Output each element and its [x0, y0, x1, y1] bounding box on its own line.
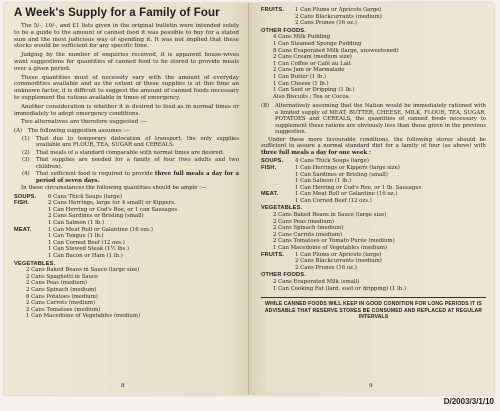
list-item: 1 Can Meat Roll or Galantine (16 ozs.): [48, 226, 154, 233]
option-b: [261, 103, 486, 136]
list-item: 1 Can Salmon (1 lb.): [295, 178, 352, 185]
list-item: 1 Can Suet or Dripping (1 lb.): [273, 87, 355, 94]
list-item: 1 Can Macedoine of Vegetables (medium): [273, 245, 388, 252]
left-page: [4, 3, 249, 395]
list-item: 2 Cans Tomatoes or Tomato Purée (medium): [273, 238, 395, 245]
list-item: 1 Can Plums or Apricots (large): [295, 251, 382, 258]
list-item: 1 Can Plums or Apricots (large): [295, 7, 382, 13]
option-a-key: (A): [14, 128, 23, 135]
list-item: 6 Cans Potatoes (medium): [26, 293, 98, 300]
left-food-list: [14, 194, 239, 320]
list-item: 1 Can Coffee or Café au Lait: [273, 60, 351, 67]
category-spacer: [261, 172, 295, 179]
category-spacer: [261, 258, 295, 265]
list-item: 2 Cans Baked Beans in Sauce (large size): [273, 212, 387, 219]
page-title: A Week's Supply for a Family of Four: [14, 7, 220, 19]
list-item: 1 Can Cooking Fat (lard, suet or dripping) (1 lb.): [273, 285, 407, 292]
list-item: 1 Can Tongue (1 lb.): [48, 233, 104, 240]
category-spacer: [261, 185, 295, 192]
archive-reference: D/2003/3/1/10: [443, 397, 494, 406]
list-item: 2 Cans Prunes (16 oz.): [295, 264, 357, 271]
list-item: 2 Cans Cream (medium size): [273, 54, 352, 61]
right-top-food-list: [261, 7, 486, 100]
list-row: [261, 158, 486, 165]
storage-warning: WHILE CANNED FOODS WILL KEEP IN GOOD CONDITION FOR LONG PERIODS IT IS ADVISABLE THAT RESERVE STORES BE CONSUMED AND REPLACED AT REGULAR INTERVALS: [261, 297, 486, 320]
condition-text-part: That sufficient food is required to provide: [36, 171, 155, 178]
category-spacer: [261, 20, 295, 27]
condition-text: That supplies are needed for a family of four (two adults and two children).: [36, 157, 239, 170]
condition-text: [36, 171, 239, 184]
under-text-part: Under these more favourable conditions, the following stores should be sufficient to assure a normal standard diet for a family of four (as above) with: [261, 136, 486, 150]
list-item: 1 Can Corned Beef (12 ozs.): [48, 239, 125, 246]
right-page: [249, 3, 494, 395]
list-row: [14, 253, 239, 260]
list-item: 2 Cans Spaghetti in Sauce: [26, 273, 99, 280]
condition-key: (3): [22, 157, 30, 164]
category-heading: MEAT.: [261, 191, 279, 198]
list-item: 2 Cans Jam or Marmalade: [273, 67, 345, 74]
list-row: [14, 220, 239, 227]
category-spacer: [14, 246, 48, 253]
paragraph: The 5/-, 10/-, and £1 lists given in the original bulletin were intended solely to be a guide to the amount of canned food it was possible to buy for a stated sum and the most judicious way of spending it. It was not implied that these stocks would be sufficient for any specific time.: [14, 23, 239, 50]
list-item: 2 Cans Tomatoes (medium): [26, 306, 101, 313]
list-row: [261, 265, 486, 272]
list-item: 1 Can Salmon (1 lb.): [48, 220, 105, 227]
list-item: 4 Cans Thick Soups (large): [295, 158, 369, 165]
list-row: [261, 165, 486, 172]
list-item: 2 Cans Spinach (medium): [273, 225, 344, 232]
list-row: [261, 178, 486, 185]
under-text-bold: three full meals a day for one week :: [261, 149, 371, 156]
option-a-intro: The following suggestion assumes :—: [28, 128, 131, 135]
paragraph: Another consideration is whether it is desired to feed as in normal times or immediately to adopt emergency conditions.: [14, 103, 239, 117]
option-a: [14, 128, 239, 135]
list-row: [14, 246, 239, 253]
condition-text: That meals of a standard comparable with normal times are desired.: [36, 149, 224, 156]
condition-key: (1): [22, 135, 30, 142]
list-item: 1 Can Macedoine of Vegetables (medium): [26, 313, 141, 320]
list-item: 8 Cans Evaporated Milk (large, unsweetened): [273, 47, 399, 54]
page-number: 8: [121, 383, 125, 389]
condition-key: (4): [22, 171, 30, 178]
under-conditions-text: [261, 137, 486, 157]
condition-text: That due to temporary dislocation of transport, the only supplies available are FLOUR, TEA, SUGAR and CEREALS.: [36, 135, 239, 149]
list-item: 1 Can Butter (1 lb.): [273, 73, 327, 80]
category-spacer: [261, 178, 295, 185]
right-bottom-food-list: [261, 158, 486, 292]
condition-item: [14, 150, 239, 157]
option-b-text: Alternatively assuming that the Nation would be immediately rationed with a limited supply of MEAT, BUTTER, CHEESE, MILK, FLOUR, TEA, SUGAR, POTATOES and CEREALS, the quantities of canned foods necessary to supplement these rations are obviously less than those given in the previous suggestion.: [275, 103, 486, 136]
list-item: 2 Cans Baked Beans in Sauce (large size): [26, 267, 140, 274]
category-spacer: [14, 253, 48, 260]
list-item: 1 Can Herrings or Kippers (large size): [295, 164, 400, 171]
page-number: 9: [369, 383, 373, 389]
category-heading: OTHER FOODS.: [261, 272, 306, 279]
condition-text-bold: three full meals a day for a period of seven days.: [36, 171, 239, 184]
list-row: [14, 200, 239, 207]
category-heading: VEGETABLES.: [261, 205, 303, 212]
condition-key: (2): [22, 149, 30, 156]
condition-item: [14, 157, 239, 170]
list-item: 2 Cans Blackcurrants (medium): [295, 13, 382, 20]
category-spacer: [14, 233, 48, 240]
condition-item: [14, 136, 239, 149]
list-item: 1 Can Cheese (1 lb.): [273, 80, 329, 87]
list-item: 2 Cans Blackcurrants (medium): [295, 258, 382, 265]
category-heading: MEAT.: [14, 226, 32, 233]
list-item: 2 Cans Carrots (medium): [26, 300, 96, 307]
list-row: [261, 191, 486, 198]
category-spacer: [261, 198, 295, 205]
category-spacer: [14, 207, 48, 214]
category-heading: FISH.: [261, 164, 277, 171]
list-row: [261, 20, 486, 27]
paragraph: Two alternatives are therefore suggested :—: [21, 119, 148, 126]
list-item: 2 Cans Prunes (16 oz.): [295, 20, 357, 27]
category-heading: FISH.: [14, 200, 30, 207]
list-item: 2 Cans Evaporated Milk (small): [273, 279, 360, 285]
list-item: 1 Can Herring or Cod's Roe, or 1 can Sausages: [48, 206, 178, 213]
list-item: 4 Cans Milk Pudding: [273, 34, 331, 41]
category-heading: SOUPS.: [14, 193, 37, 200]
category-heading: OTHER FOODS.: [261, 27, 306, 34]
list-item: 2 Cans Spinach (medium): [26, 286, 97, 293]
list-item: 2 Cans Sardines or Brisling (small): [48, 213, 144, 220]
list-item: 1 Can Bacon or Ham (1 lb.): [48, 253, 123, 259]
list-item: 2 Cans Peas (medium): [273, 218, 334, 225]
list-item: 1 Can Stewed Steak (1½ lbs.): [48, 246, 130, 253]
list-row: [261, 7, 486, 14]
list-item: 1 Can Sardines or Brisling (small): [295, 171, 388, 178]
list-item: 1 Can Meat Roll or Galantine (16 oz.): [295, 191, 398, 198]
category-spacer: [261, 14, 295, 21]
list-item: 1 Can Steamed Sponge Pudding: [273, 40, 362, 47]
list-row: [14, 233, 239, 240]
list-item: Also Biscuits ; Tea or Cocoa: [273, 93, 349, 100]
list-item: 2 Cans Carrots (medium): [273, 231, 343, 238]
list-row: [261, 198, 486, 205]
category-spacer: [14, 213, 48, 220]
list-item: 2 Cans Herrings, large (or 4 small) or Kippers.: [48, 200, 176, 207]
category-heading: FRUITS.: [261, 251, 285, 258]
option-b-key: (B): [261, 103, 270, 110]
category-spacer: [14, 240, 48, 247]
category-spacer: [261, 265, 295, 272]
category-heading: VEGETABLES.: [14, 260, 56, 267]
category-heading: FRUITS.: [261, 7, 285, 13]
list-item: 1 Can Herring or Cod's Roe, or 1 lb. Sausages: [295, 184, 422, 191]
category-spacer: [14, 220, 48, 227]
paragraph: Judging by the number of enquiries received, it is apparent house-wives want suggestions for quantities of canned food to be stored to provide meals over a given period.: [14, 52, 239, 72]
condition-item: [14, 171, 239, 184]
list-item: 1 Can Corned Beef (12 ozs.): [295, 197, 372, 204]
list-row: [261, 258, 486, 265]
list-item: 2 Cans Peas (medium): [26, 280, 87, 287]
list-item: 6 Cans Thick Soups (large): [48, 193, 122, 200]
paragraph: These quantities must of necessity vary with the amount of everyday commodities available and as the extent of these supplies is at this time an unknown factor, it is difficult to suggest the amount of canned foods necessary to supplement the rations available in times of emergency.: [14, 74, 239, 101]
sample-intro: In these circumstances the following quantities should be ample :—: [21, 185, 207, 192]
category-heading: SOUPS.: [261, 158, 284, 165]
booklet-spread: [4, 3, 494, 395]
